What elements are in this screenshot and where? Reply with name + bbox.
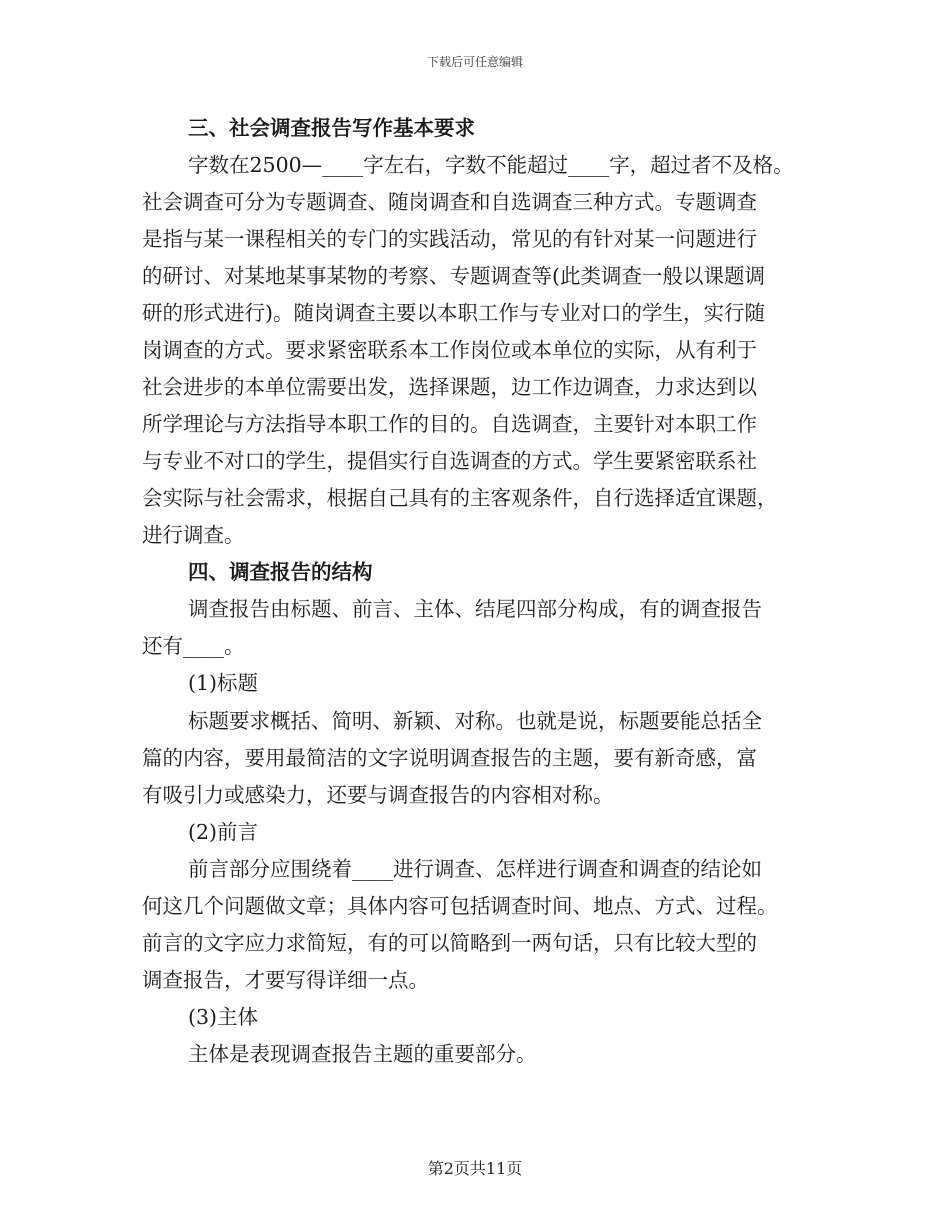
paragraph-line: 何这几个问题做文章；具体内容可包括调查时间、地点、方式、过程。 xyxy=(142,894,778,918)
paragraph-line: 所学理论与方法指导本职工作的目的。自选调查，主要针对本职工作 xyxy=(142,412,757,436)
paragraph-line: 社会调查可分为专题调查、随岗调查和自选调查三种方式。专题调查 xyxy=(142,190,757,214)
paragraph-line: 主体是表现调查报告主题的重要部分。 xyxy=(188,1042,537,1066)
paragraph-line: 的研讨、对某地某事某物的考察、专题调查等(此类调查一般以课题调 xyxy=(142,264,765,288)
paragraph-line: 调查报告由标题、前言、主体、结尾四部分构成，有的调查报告 xyxy=(188,597,762,621)
paragraph-line: 还有____。 xyxy=(142,634,245,658)
paragraph-line: 进行调查。 xyxy=(142,523,245,547)
header-note: 下载后可任意编辑 xyxy=(426,55,523,69)
paragraph-line: 前言部分应围绕着____进行调查、怎样进行调查和调查的结论如 xyxy=(188,857,762,881)
paragraph-line: 研的形式进行)。随岗调查主要以本职工作与专业对口的学生，实行随 xyxy=(142,301,765,325)
paragraph-line: 标题要求概括、简明、新颖、对称。也就是说，标题要能总括全 xyxy=(188,709,762,733)
subheading-title: (1)标题 xyxy=(188,671,259,695)
subheading-preface: (2)前言 xyxy=(188,820,259,844)
subheading-body: (3)主体 xyxy=(188,1005,259,1029)
paragraph-line: 会实际与社会需求，根据自己具有的主客观条件，自行选择适宜课题， xyxy=(142,486,778,510)
paragraph-line: 是指与某一课程相关的专门的实践活动，常见的有针对某一问题进行 xyxy=(142,227,757,251)
section-heading-4: 四、调查报告的结构 xyxy=(188,560,373,584)
paragraph-line: 有吸引力或感染力，还要与调查报告的内容相对称。 xyxy=(142,783,614,807)
paragraph-line: 社会进步的本单位需要出发，选择课题，边工作边调查，力求达到以 xyxy=(142,375,757,399)
paragraph-line: 字数在2500—____字左右，字数不能超过____字，超过者不及格。 xyxy=(188,153,794,177)
paragraph-line: 岗调查的方式。要求紧密联系本工作岗位或本单位的实际，从有利于 xyxy=(142,338,757,362)
paragraph-line: 前言的文字应力求简短，有的可以简略到一两句话，只有比较大型的 xyxy=(142,931,757,955)
page-number: 第2页共11页 xyxy=(427,1159,523,1178)
paragraph-line: 篇的内容，要用最简洁的文字说明调查报告的主题，要有新奇感，富 xyxy=(142,746,757,770)
section-heading-3: 三、社会调查报告写作基本要求 xyxy=(188,116,475,140)
paragraph-line: 调查报告，才要写得详细一点。 xyxy=(142,968,429,992)
paragraph-line: 与专业不对口的学生，提倡实行自选调查的方式。学生要紧密联系社 xyxy=(142,449,757,473)
